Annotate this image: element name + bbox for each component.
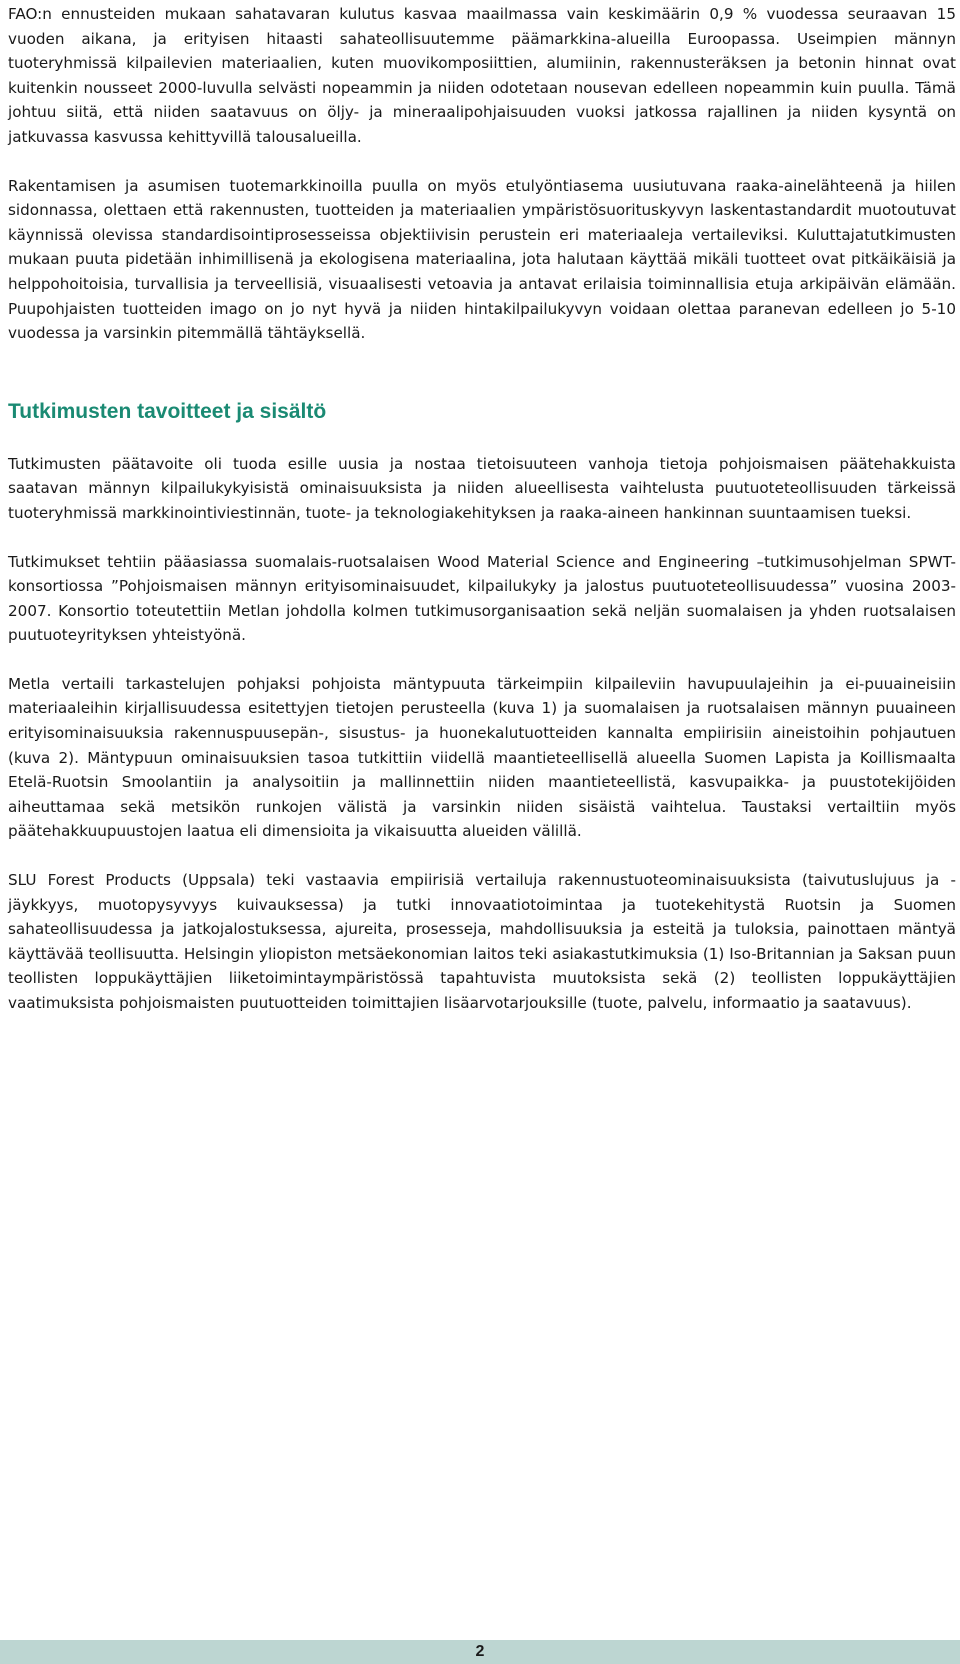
section-paragraph-1: Tutkimusten päätavoite oli tuoda esille uusia ja nostaa tietoisuuteen vanhoja tietoja pohjoismaisen päätehakkuista saatavan männyn kilpailukykyisistä ominaisuuksista ja niiden alueellisesta vaihtelusta puutuoteteollisuuden tärkeissä tuoteryhmissä markkinointiviestinnän, tuote- ja teknologiakehityksen ja raaka-aineen hankinnan suuntaamisen tueksi. <box>8 454 956 522</box>
intro-paragraph-2: Rakentamisen ja asumisen tuotemarkkinoilla puulla on myös etulyöntiasema uusiutuvana raaka-ainelähteenä ja hiilen sidonnassa, olettaen että rakennusten, tuotteiden ja materiaalien ympäristösuorituskyvyn laskentastandardit muotoutuvat käynnissä olevissa standardisointiprosesseissa objektiivisin perustein eri materiaaleja vertaileviksi. Kuluttajatutkimusten mukaan puuta pidetään inhimillisenä ja ekologisena materiaalina, jota halutaan käyttää mikäli tuotteet ovat pitkäikäisiä ja helppohoitoisia, turvallisia ja terveellisiä, visuaalisesti vetoavia ja antavat erilaisia toiminnallisia etuja arkipäivän elämään. Puupohjaisten tuotteiden imago on jo nyt hyvä ja niiden hintakilpailukyvyn voidaan olettaa paranevan edelleen jo 5-10 vuodessa ja varsinkin pitemmällä tähtäyksellä. <box>8 176 956 343</box>
section-paragraph-4: SLU Forest Products (Uppsala) teki vastaavia empiirisiä vertailuja rakennustuoteominaisuuksista (taivutuslujuus ja -jäykkyys, muotopysyvyys kuivauksessa) ja tutki innovaatiotoimintaa ja tuotekehitystä Ruotsin ja Suomen sahateollisuudessa ja jatkojalostuksessa, ajureita, prosesseja, mahdollisuuksia ja esteitä ja tuloksia, painottaen mäntyä käyttävää teollisuutta. Helsingin yliopiston metsäekonomian laitos teki asiakastutkimuksia (1) Iso-Britannian ja Saksan puun teollisten loppukäyttäjien liiketoimintaympäristössä tapahtuvista muutoksista sekä (2) teollisten loppukäyttäjien vaatimuksista pohjoismaisten puutuotteiden toimittajien lisäarvotarjouksille (tuote, palvelu, informaatio ja saatavuus). <box>8 871 956 1012</box>
section-paragraph-2: Tutkimukset tehtiin pääasiassa suomalais-ruotsalaisen Wood Material Science and Engineering –tutkimusohjelman SPWT-konsortiossa ”Pohjoismaisen männyn erityisominaisuudet, kilpailukyky ja jalostus puutuoteteollisuudessa” vuosina 2003-2007. Konsortio toteutettiin Metlan johdolla kolmen tutkimusorganisaation sekä neljän suomalaisen ja yhden ruotsalaisen puutuoteyrityksen yhteistyönä. <box>8 552 956 645</box>
document-body <box>8 0 956 1016</box>
section-heading: Tutkimusten tavoitteet ja sisältö <box>8 399 327 423</box>
page-number: 2 <box>475 1643 485 1660</box>
intro-paragraph-1: FAO:n ennusteiden mukaan sahatavaran kulutus kasvaa maailmassa vain keskimäärin 0,9 % vuodessa seuraavan 15 vuoden aikana, ja erityisen hitaasti sahateollisuutemme päämarkkina-alueilla Euroopassa. Useimpien männyn tuoteryhmissä kilpailevien materiaalien, kuten muovikomposiittien, alumiinin, rakennusteräksen ja betonin hinnat ovat kuitenkin nousseet 2000-luvulla selvästi nopeammin ja niiden odotetaan nousevan edelleen nopeammin kuin puulla. Tämä johtuu siitä, että niiden saatavuus on öljy- ja mineraalipohjaisuuden vuoksi jatkossa rajallinen ja niiden kysyntä on jatkuvassa kasvussa kehittyvillä talousalueilla. <box>8 5 956 146</box>
section-paragraph-3: Metla vertaili tarkastelujen pohjaksi pohjoista mäntypuuta tärkeimpiin kilpaileviin havupuulajeihin ja ei-puuaineisiin materiaaleihin kirjallisuudessa esitettyjen tietojen perusteella (kuva 1) ja suomalaisen ja ruotsalaisen männyn puuaineen erityisominaisuuksia rakennuspuusepän-, sisustus- ja huonekalutuotteiden kannalta empiirisiin aineistoihin pohjautuen (kuva 2). Mäntypuun ominaisuuksien tasoa tutkittiin viidellä maantieteellisellä alueella Suomen Lapista ja Koillismaalta Etelä-Ruotsin Smoolantiin ja analysoitiin ja mallinnettiin niiden maantieteellistä, kasvupaikka- ja puustotekijöiden aiheuttamaa sekä metsikön runkojen välistä ja varsinkin niiden sisäistä vaihtelua. Taustaksi vertailtiin myös päätehakkuupuustojen laatua eli dimensioita ja vikaisuutta alueiden välillä. <box>8 674 956 841</box>
footer-bar <box>0 1640 960 1664</box>
